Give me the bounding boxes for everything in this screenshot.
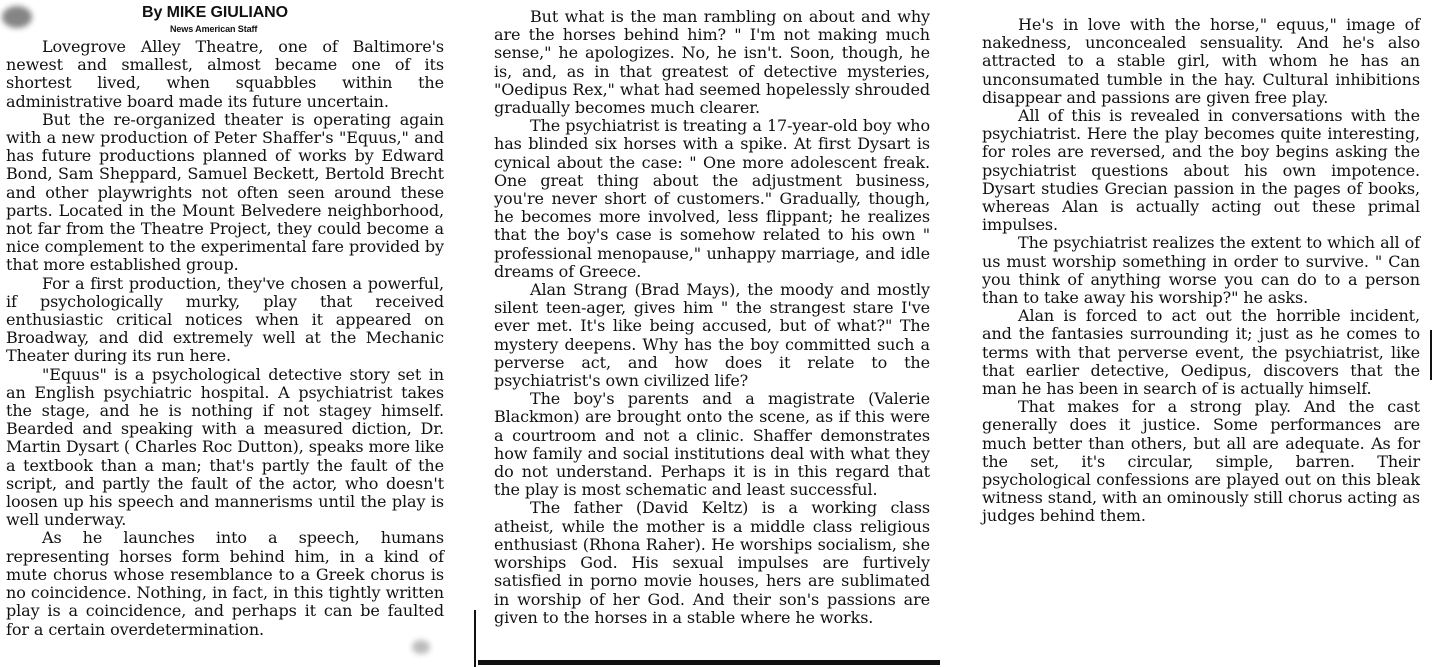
paragraph: That makes for a strong play. And the cast generally does it justice. Some performances are much better than others, but all are adequate. As for the set, it's circular, simple, barren. Their psychological confessions are played out on this bleak witness stand, with an ominously still chorus acting as judges behind them. [982, 397, 1420, 526]
paragraph: The psychiatrist realizes the extent to which all of us must worship something in order to survive. " Can you think of anything worse you can do to a person than to take away his worship?" he asks. [982, 233, 1420, 308]
paragraph: He's in love with the horse," equus," image of nakedness, unconcealed sensuality. And he's also attracted to a stable girl, with whom he has an unconsumated tumble in the hay. Cultural inhibitions disappear and passions are given free play. [982, 15, 1420, 107]
column-2 [494, 8, 930, 627]
column-rule [1430, 330, 1432, 380]
ink-smudge [2, 6, 32, 28]
byline: By MIKE GIULIANO [142, 4, 288, 21]
paragraph: But the re-organized theater is operating again with a new production of Peter Shaffer's "Equus," and has future productions planned of works by Edward Bond, Sam Sheppard, Samuel Beckett, Bertold Brecht and other playwrights not often seen around these parts. Located in the Mount Belvedere neighborhood, not far from the Theatre Project, they could become a nice complement to the experimental fare provided by that more established group. [6, 109, 444, 275]
affiliation: News American Staff [170, 24, 258, 34]
paragraph: Alan is forced to act out the horrible incident, and the fantasies surrounding it; just as he comes to terms with that perverse event, the psychiatrist, like that earlier detective, Oedipus, discovers that the man he has been in search of is actually himself. [982, 306, 1420, 399]
paragraph: The psychiatrist is treating a 17-year-old boy who has blinded six horses with a spike. At first Dysart is cynical about the case: " One more adolescent freak. One great thing about the adjustment business, you're never short of customers." Gradually, though, he becomes more involved, less flippant; he realizes that the boy's case is somehow related to his own " professional menopause," unhappy marriage, and idle dreams of Greece. [494, 116, 930, 281]
column-rule [474, 610, 476, 667]
paragraph: Alan Strang (Brad Mays), the moody and mostly silent teen-ager, gives him " the strangest stare I've ever met. It's like being accused, but of what?" The mystery deepens. Why has the boy committed such a perverse act, and how does it relate to the psychiatrist's own civilized life? [494, 280, 930, 391]
column-3 [982, 16, 1420, 526]
paragraph: Lovegrove Alley Theatre, one of Baltimore's newest and smallest, almost became one of its shortest lived, when squabbles within the administrative board made its future uncertain. [6, 37, 444, 111]
ink-smudge [412, 640, 430, 654]
paragraph: For a first production, they've chosen a powerful, if psychologically murky, play that received enthusiastic critical notices when it appeared on Broadway, and did extremely well at the Mechanic Theater during its run here. [6, 273, 444, 366]
paragraph: The boy's parents and a magistrate (Valerie Blackmon) are brought onto the scene, as if this were a courtroom and not a clinic. Shaffer demonstrates how family and social institutions deal with what they do not understand. Perhaps it is in this regard that the play is most schematic and least successful. [494, 389, 930, 500]
paragraph: "Equus" is a psychological detective story set in an English psychiatric hospital. A psychiatrist takes the stage, and he is nothing if not stagey himself. Bearded and speaking with a measured diction, Dr. Martin Dysart ( Charles Roc Dutton), speaks more like a textbook than a man; that's partly the fault of the script, and partly the fault of the actor, who doesn't loosen up his speech and mannerisms until the play is well underway. [6, 364, 444, 530]
paragraph: All of this is revealed in conversations with the psychiatrist. Here the play becomes quite interesting, for roles are reversed, and the boy begins asking the psychiatrist questions about his own impotence. Dysart studies Grecian passion in the pages of books, whereas Alan is actually acting out these primal impulses. [982, 106, 1420, 235]
column-rule [478, 660, 940, 665]
paragraph: The father (David Keltz) is a working class atheist, while the mother is a middle class religious enthusiast (Rhona Raher). He worships socialism, she worships God. His sexual impulses are furtively satisfied in porno movie houses, hers are sublimated in worship of her God. And their son's passions are given to the horses in a stable where he works. [494, 498, 930, 627]
paragraph: But what is the man rambling on about and why are the horses behind him? " I'm not making much sense," he apologizes. No, he isn't. Soon, though, he is, and, as in that greatest of detective mysteries, "Oedipus Rex," what had seemed hopelessly shrouded gradually becomes much clearer. [494, 7, 930, 118]
paragraph: As he launches into a speech, humans representing horses form behind him, in a kind of mute chorus whose resemblance to a Greek chorus is no coincidence. Nothing, in fact, in this tightly written play is a coincidence, and perhaps it can be faulted for a certain overdetermination. [6, 528, 444, 639]
column-1 [6, 4, 444, 639]
